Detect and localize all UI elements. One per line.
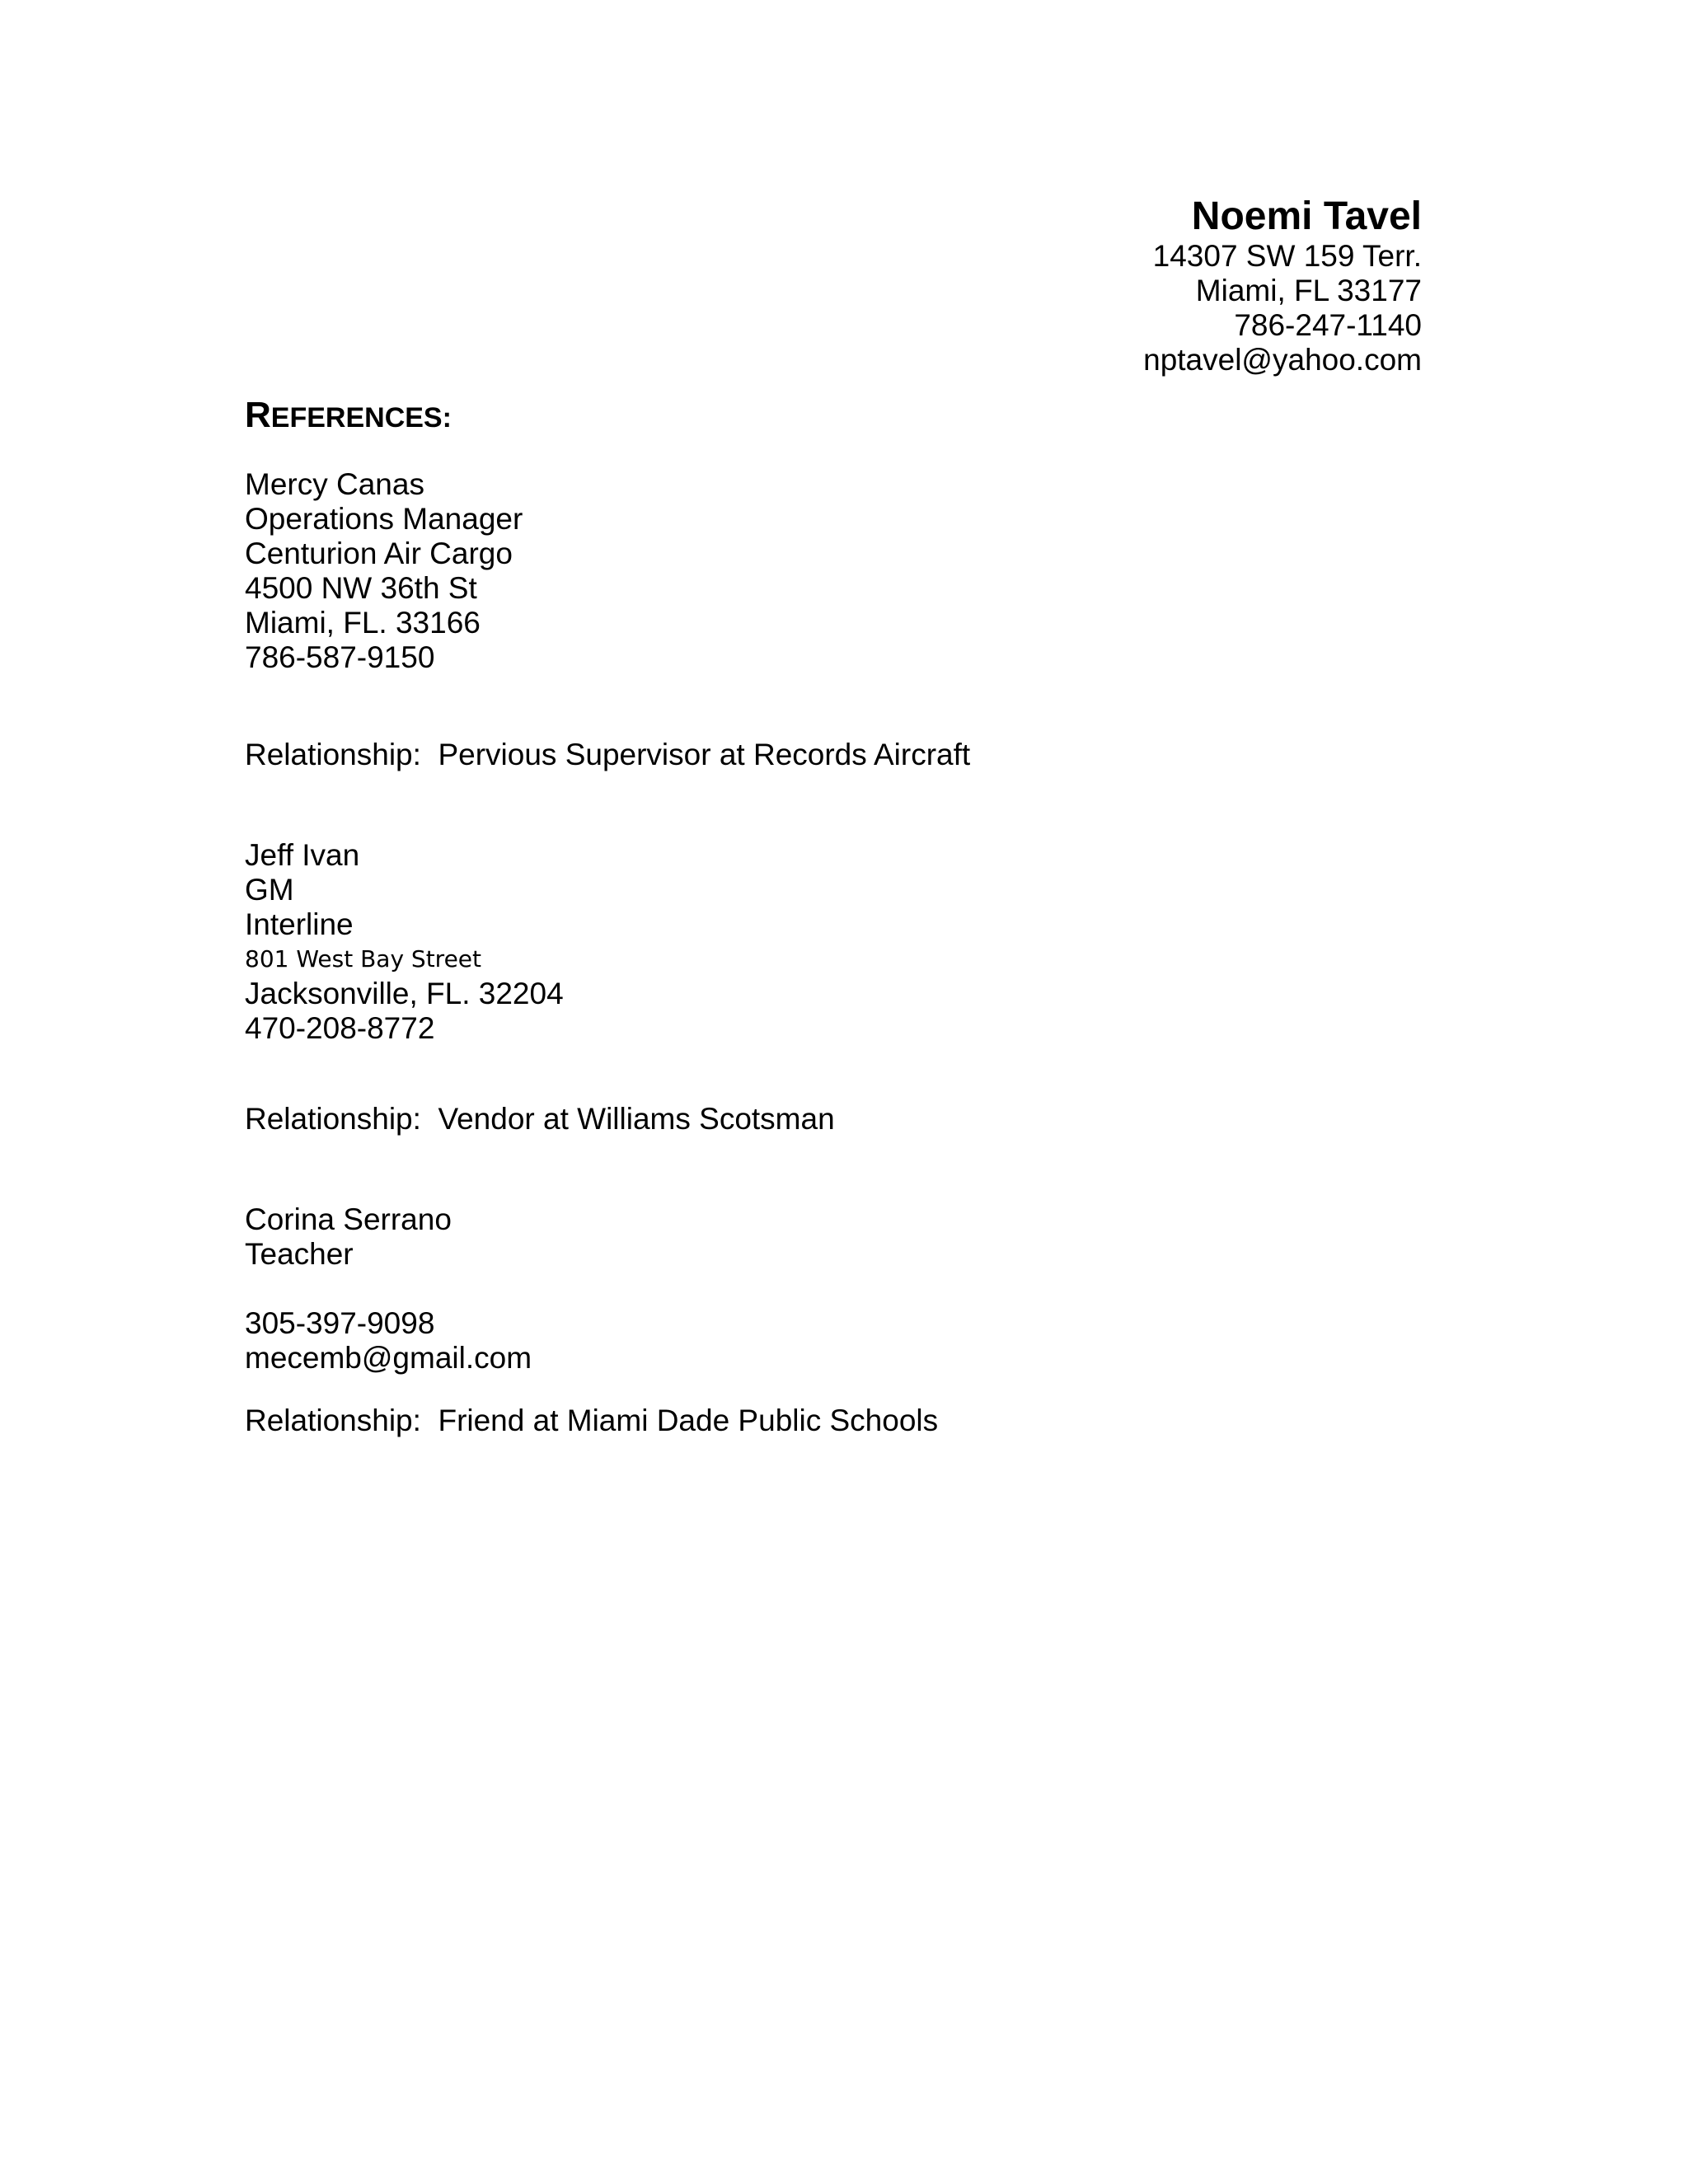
reference-3 xyxy=(245,1202,452,1272)
references-heading-initial: R xyxy=(245,395,271,435)
references-heading xyxy=(245,394,452,439)
reference-company: Interline xyxy=(245,907,354,941)
reference-2-relationship: Relationship: Vendor at Williams Scotsman xyxy=(245,1102,835,1136)
reference-city: Jacksonville, FL. 32204 xyxy=(245,977,564,1010)
contact-header xyxy=(1143,194,1422,377)
reference-2 xyxy=(245,838,564,1046)
address-line-2: Miami, FL 33177 xyxy=(1195,274,1422,307)
reference-phone: 786-587-9150 xyxy=(245,640,435,674)
reference-title: Operations Manager xyxy=(245,502,523,536)
applicant-email: nptavel@yahoo.com xyxy=(1143,343,1422,377)
references-heading-rest: EFERENCES: xyxy=(270,402,452,434)
reference-1 xyxy=(245,467,523,675)
reference-3-contact xyxy=(245,1306,532,1376)
reference-email: mecemb@gmail.com xyxy=(245,1341,532,1375)
address-line-1: 14307 SW 159 Terr. xyxy=(1152,239,1422,273)
reference-phone: 470-208-8772 xyxy=(245,1011,435,1045)
reference-city: Miami, FL. 33166 xyxy=(245,606,481,640)
reference-name: Jeff Ivan xyxy=(245,838,360,872)
reference-title: GM xyxy=(245,873,294,907)
reference-name: Corina Serrano xyxy=(245,1202,452,1236)
reference-3-relationship: Relationship: Friend at Miami Dade Public Schools xyxy=(245,1404,939,1437)
reference-street: 801 West Bay Street xyxy=(245,945,481,972)
reference-name: Mercy Canas xyxy=(245,467,424,501)
applicant-phone: 786-247-1140 xyxy=(1234,308,1422,342)
reference-phone: 305-397-9098 xyxy=(245,1306,435,1340)
reference-company: Centurion Air Cargo xyxy=(245,537,513,570)
reference-street: 4500 NW 36th St xyxy=(245,571,477,605)
reference-1-relationship: Relationship: Pervious Supervisor at Records Aircraft xyxy=(245,738,971,771)
reference-title: Teacher xyxy=(245,1237,354,1271)
applicant-name: Noemi Tavel xyxy=(1191,194,1422,238)
